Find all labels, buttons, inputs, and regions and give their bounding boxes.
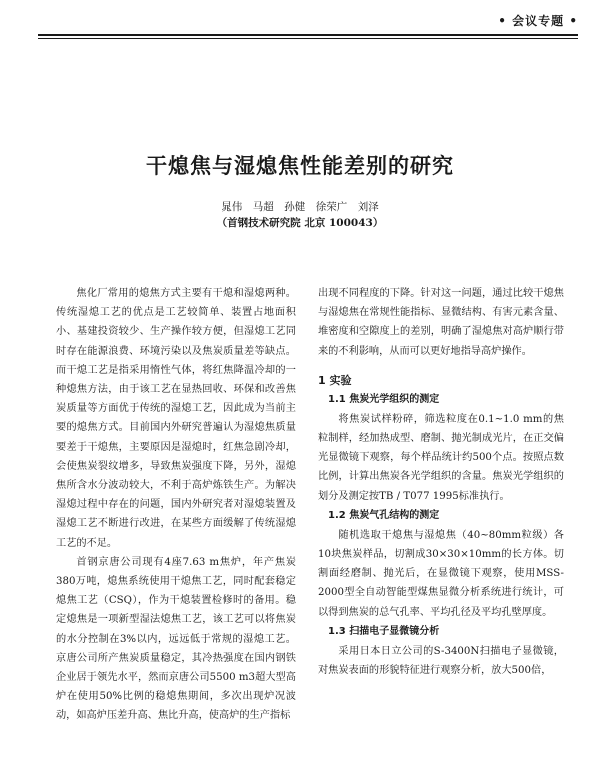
header-rule xyxy=(38,34,578,36)
article-authors: 晁伟 马超 孙健 徐荣广 刘泽 xyxy=(221,201,379,213)
paragraph: 将焦炭试样粉碎，筛选粒度在0.1~1.0 mm的焦粒制样，经加热成型、磨制、抛光制成光片，在正交偏光显微镜下观察，每个样品统计约500个点。按照点数比例，计算出焦炭各光学组织的含量。焦炭光学组织的划分及测定按TB / T077 1995标准执行。 xyxy=(318,413,564,502)
paragraph: 随机选取干熄焦与湿熄焦（40~80mm粒级）各10块焦炭样品，切割成30×30×10mm的长方体。切割面经磨制、抛光后，在显微镜下观察，使用MSS-2000型全自动智能型煤焦显微分析系统进行统计，可以得到焦炭的总气孔率、平均孔径及平均孔壁厚度。 xyxy=(318,529,564,618)
right-column xyxy=(318,284,564,680)
paragraph: 出现不同程度的下降。针对这一问题，通过比较干熄焦与湿熄焦在常规性能指标、显微结构、有害元素含量、堆密度和空隙度上的差别，明确了湿熄焦对高炉顺行带来的不利影响，从而可以更好地指导高炉操作。 xyxy=(318,288,564,357)
header-rule-thin xyxy=(38,38,578,39)
article-affiliation: （首钢技术研究院 北京 100043） xyxy=(216,217,384,229)
subsection-heading: 1.2 焦炭气孔结构的测定 xyxy=(328,509,440,521)
left-column xyxy=(56,284,296,726)
subsection-heading: 1.3 扫描电子显微镜分析 xyxy=(328,625,440,637)
section-heading: 1 实验 xyxy=(318,373,352,387)
subsection-heading: 1.1 焦炭光学组织的测定 xyxy=(328,393,440,405)
paragraph: 焦化厂常用的熄焦方式主要有干熄和湿熄两种。传统湿熄工艺的优点是工艺较简单、装置占地面积小、基建投资较少、生产操作较方便，但湿熄工艺同时存在能源浪费、环境污染以及焦炭质量差等缺点。而干熄工艺是指采用惰性气体，将红焦降温冷却的一种熄焦方法，由于该工艺在显热回收、环保和改善焦炭质量等方面优于传统的湿熄工艺，因此成为当前主要的熄焦方式。目前国内外研究普遍认为湿熄焦质量要差于干熄焦，主要原因是湿熄时，红焦急剧冷却，会使焦炭裂纹增多，导致焦炭强度下降，另外，湿熄焦所含水分波动较大，不利于高炉炼铁生产。为解决湿熄过程中存在的问题，国内外研究者对湿熄装置及湿熄工艺不断进行改进，在某些方面缓解了传统湿熄工艺的不足。 xyxy=(56,288,296,549)
article-title: 干熄焦与湿熄焦性能差别的研究 xyxy=(146,154,454,178)
paragraph: 首钢京唐公司现有4座7.63 m焦炉，年产焦炭380万吨，熄焦系统使用干熄焦工艺，同时配套稳定熄焦工艺（CSQ），作为干熄装置检修时的备用。稳定熄焦是一项新型湿法熄焦工艺，该工艺可以将焦炭的水分控制在3%以内，远远低于常规的湿熄工艺。京唐公司所产焦炭质量稳定，其冷热强度在国内钢铁企业居于领先水平，然而京唐公司5500 m3超大型高炉在使用50%比例的稳熄焦期间，多次出现炉况波动，如高炉压差升高、焦比升高，使高炉的生产指标 xyxy=(56,556,296,722)
section-header: • 会议专题 • xyxy=(498,14,578,28)
paragraph: 采用日本日立公司的S-3400N扫描电子显微镜，对焦炭表面的形貌特征进行观察分析，放大500倍， xyxy=(318,645,564,677)
